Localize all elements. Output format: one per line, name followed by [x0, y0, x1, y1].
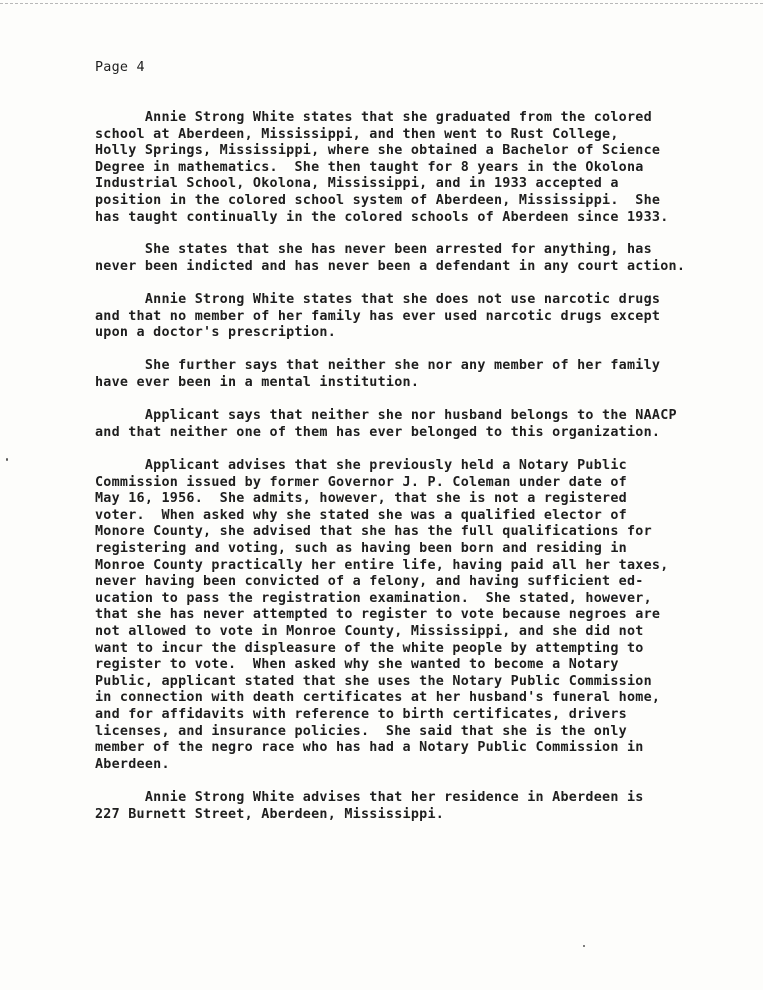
- paragraph-education: [95, 110, 669, 226]
- text-line: register to vote. When asked why she wanted to become a Notary: [95, 657, 619, 673]
- text-line: Public, applicant stated that she uses the Notary Public Commission: [95, 673, 652, 689]
- scan-speck: [583, 945, 585, 947]
- text-line: that she has never attempted to register to vote because negroes are: [95, 607, 661, 623]
- text-line: Applicant advises that she previously held a Notary Public: [95, 458, 627, 473]
- text-line: Aberdeen.: [95, 756, 170, 772]
- text-line: not allowed to vote in Monroe County, Mississippi, and she did not: [95, 623, 644, 639]
- text-line: She further says that neither she nor any member of her family: [95, 358, 661, 373]
- scan-speck: [6, 458, 8, 461]
- text-line: has taught continually in the colored schools of Aberdeen since 1933.: [95, 209, 669, 225]
- text-line: Industrial School, Okolona, Mississippi, and in 1933 accepted a: [95, 176, 619, 192]
- text-line: May 16, 1956. She admits, however, that she is not a registered: [95, 491, 627, 507]
- text-line: and that no member of her family has ever used narcotic drugs except: [95, 308, 661, 324]
- text-line: She states that she has never been arrested for anything, has: [95, 242, 652, 257]
- text-line: Degree in mathematics. She then taught for 8 years in the Okolona: [95, 159, 644, 175]
- text-line: member of the negro race who has had a Notary Public Commission in: [95, 740, 644, 756]
- text-line: and that neither one of them has ever belonged to this organization.: [95, 424, 661, 440]
- text-line: position in the colored school system of Aberdeen, Mississippi. She: [95, 192, 661, 208]
- text-line: in connection with death certificates at her husband's funeral home,: [95, 690, 661, 706]
- text-line: want to incur the displeasure of the white people by attempting to: [95, 640, 644, 656]
- paragraph-mental-institution: [95, 358, 660, 391]
- text-line: Annie Strong White advises that her residence in Aberdeen is: [95, 790, 644, 805]
- paragraph-notary-commission: [95, 458, 669, 773]
- text-line: never having been convicted of a felony, and having sufficient ed-: [95, 574, 644, 590]
- text-line: licenses, and insurance policies. She said that she is the only: [95, 723, 627, 739]
- text-line: Applicant says that neither she nor husband belongs to the NAACP: [95, 408, 677, 423]
- paragraph-naacp: [95, 408, 677, 441]
- text-line: Commission issued by former Governor J. P. Coleman under date of: [95, 474, 627, 490]
- text-line: have ever been in a mental institution.: [95, 374, 420, 390]
- text-line: Monore County, she advised that she has the full qualifications for: [95, 524, 652, 540]
- text-line: and for affidavits with reference to birth certificates, drivers: [95, 706, 627, 722]
- paragraph-residence: [95, 790, 644, 823]
- text-line: Annie Strong White states that she graduated from the colored: [95, 110, 652, 125]
- text-line: ucation to pass the registration examination. She stated, however,: [95, 590, 652, 606]
- paragraph-arrest-record: [95, 242, 685, 275]
- paragraph-narcotics: [95, 292, 660, 342]
- page-number: Page 4: [95, 60, 145, 75]
- text-line: Holly Springs, Mississippi, where she obtained a Bachelor of Science: [95, 143, 661, 159]
- text-line: registering and voting, such as having been born and residing in: [95, 540, 627, 556]
- text-line: never been indicted and has never been a defendant in any court action.: [95, 258, 686, 274]
- page-top-edge: [0, 3, 763, 4]
- text-line: upon a doctor's prescription.: [95, 325, 337, 341]
- text-line: school at Aberdeen, Mississippi, and then went to Rust College,: [95, 126, 619, 142]
- text-line: voter. When asked why she stated she was a qualified elector of: [95, 507, 627, 523]
- text-line: Annie Strong White states that she does not use narcotic drugs: [95, 292, 661, 307]
- text-line: 227 Burnett Street, Aberdeen, Mississippi.: [95, 806, 445, 822]
- text-line: Monroe County practically her entire life, having paid all her taxes,: [95, 557, 669, 573]
